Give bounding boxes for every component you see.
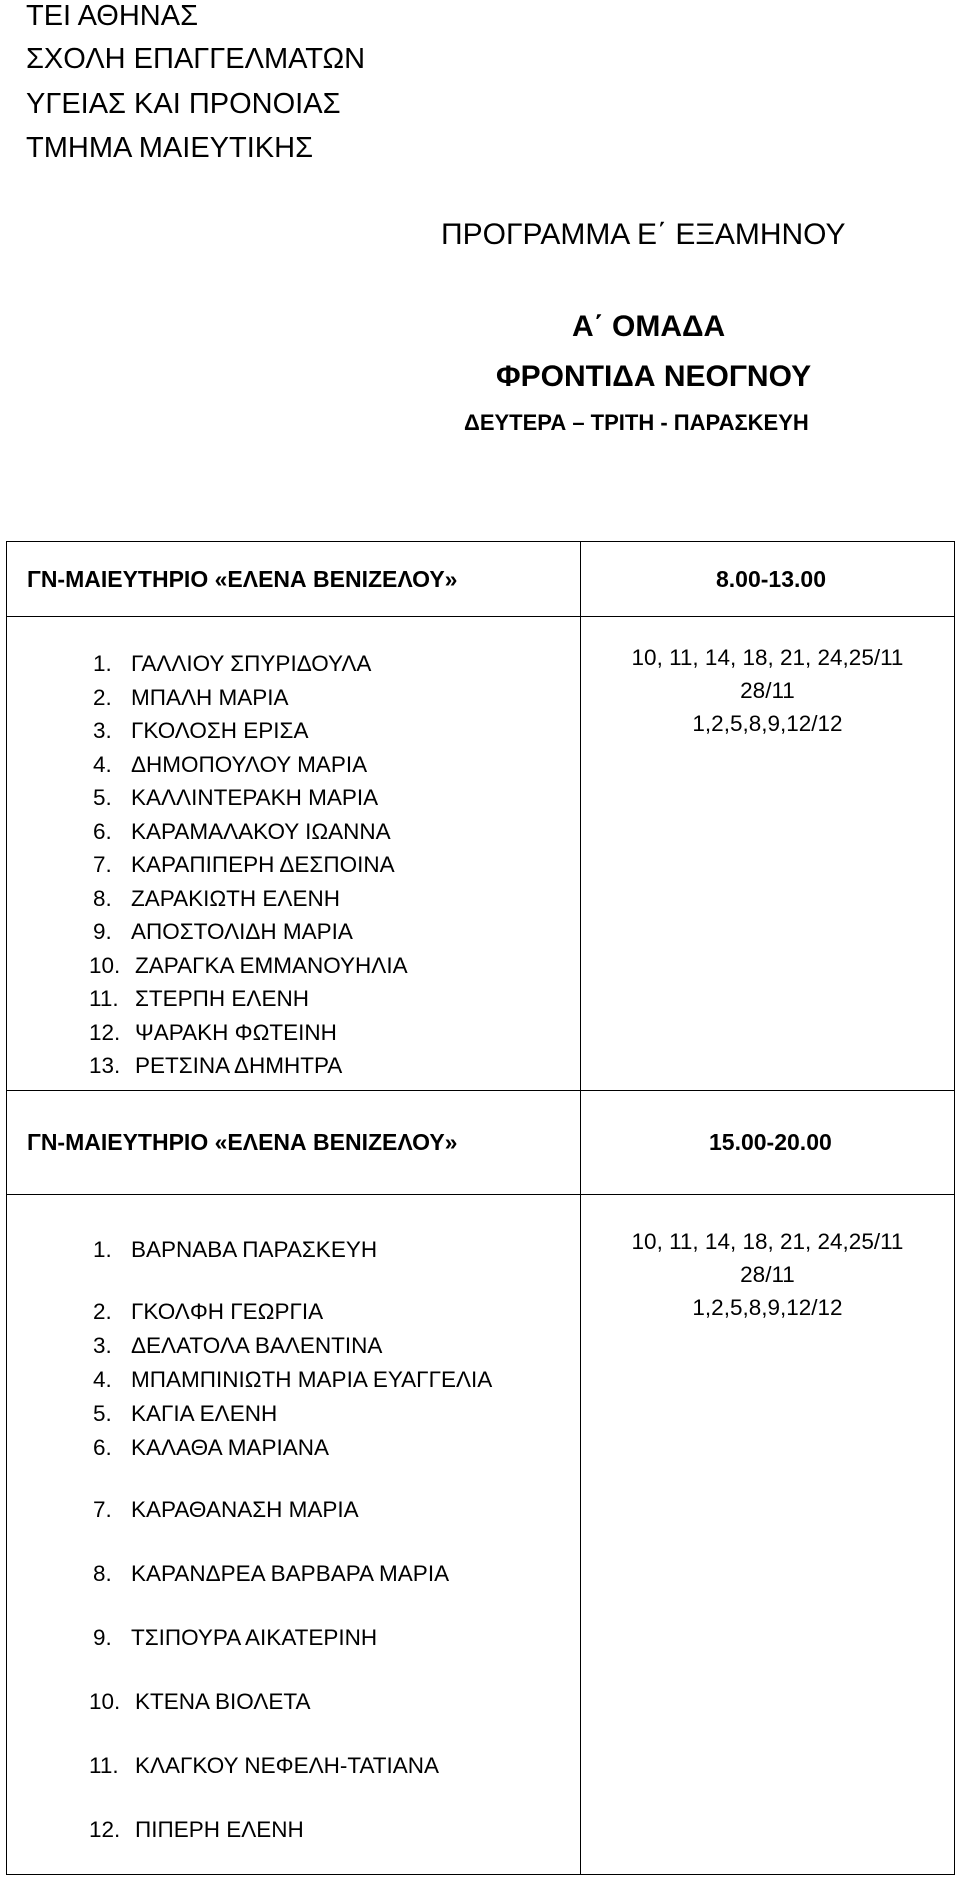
student-item xyxy=(7,949,580,983)
student-number: 4. xyxy=(93,751,112,777)
student-item xyxy=(7,1621,580,1685)
student-name: ΤΣΙΠΟΥΡΑ ΑΙΚΑΤΕΡΙΝΗ xyxy=(131,1625,378,1650)
student-number: 1. xyxy=(93,651,112,676)
student-item xyxy=(7,748,580,782)
student-number: 11. xyxy=(89,986,119,1011)
location-label: ΓΝ-ΜΑΙΕΥΤΗΡΙΟ «ΕΛΕΝΑ ΒΕΝΙΖΕΛΟΥ» xyxy=(27,1129,458,1155)
student-item xyxy=(7,1431,580,1493)
student-item xyxy=(7,882,580,916)
student-item xyxy=(7,1329,580,1363)
student-item xyxy=(7,714,580,748)
student-number: 12. xyxy=(89,1817,121,1842)
student-number: 7. xyxy=(93,1497,112,1522)
location-label: ΓΝ-ΜΑΙΕΥΤΗΡΙΟ «ΕΛΕΝΑ ΒΕΝΙΖΕΛΟΥ» xyxy=(27,565,458,592)
student-item xyxy=(7,1049,580,1083)
course-title: ΦΡΟΝΤΙΔΑ ΝΕΟΓΝΟΥ xyxy=(496,360,812,393)
program-title: ΠΡΟΓΡΑΜΜΑ Ε΄ ΕΞΑΜΗΝΟΥ xyxy=(441,218,846,251)
student-item xyxy=(7,647,580,681)
student-name: ΚΑΡΑΜΑΛΑΚΟΥ ΙΩΑΝΝΑ xyxy=(131,818,391,844)
student-item xyxy=(7,1813,580,1847)
student-name: ΚΑΓΙΑ ΕΛΕΝΗ xyxy=(131,1401,278,1426)
student-number: 9. xyxy=(93,1625,112,1650)
schedule-table-afternoon xyxy=(6,1090,955,1875)
student-number: 5. xyxy=(93,1401,112,1426)
student-number: 2. xyxy=(93,1299,112,1324)
student-item xyxy=(7,915,580,949)
student-item xyxy=(7,1295,580,1329)
student-name: ΓΑΛΛΙΟΥ ΣΠΥΡΙΔΟΥΛΑ xyxy=(131,651,372,676)
student-number: 4. xyxy=(93,1367,112,1392)
student-name: ΔΗΜΟΠΟΥΛΟΥ ΜΑΡΙΑ xyxy=(131,751,368,777)
student-item xyxy=(7,1233,580,1295)
student-name: ΚΛΑΓΚΟΥ ΝΕΦΕΛΗ-ΤΑΤΙΑΝΑ xyxy=(135,1753,440,1778)
time-cell xyxy=(581,542,955,617)
student-name: ΚΑΡΑΘΑΝΑΣΗ ΜΑΡΙΑ xyxy=(131,1497,359,1522)
group-title: Α΄ ΟΜΑΔΑ xyxy=(572,310,726,343)
student-name: ΖΑΡΑΚΙΩΤΗ ΕΛΕΝΗ xyxy=(131,885,340,911)
student-number: 10. xyxy=(89,1689,121,1714)
student-list xyxy=(7,1233,580,1847)
student-number: 3. xyxy=(93,718,112,743)
student-name: ΠΙΠΕΡΗ ΕΛΕΝΗ xyxy=(135,1817,304,1842)
schedule-table-morning xyxy=(6,541,955,1091)
students-cell xyxy=(7,617,581,1091)
student-item xyxy=(7,1397,580,1431)
student-item xyxy=(7,1493,580,1557)
student-name: ΡΕΤΣΙΝΑ ΔΗΜΗΤΡΑ xyxy=(135,1053,343,1078)
student-name: ΚΑΡΑΠΙΠΕΡΗ ΔΕΣΠΟΙΝΑ xyxy=(131,852,395,877)
dates-list xyxy=(581,1195,954,1324)
student-number: 10. xyxy=(89,952,121,978)
location-cell xyxy=(7,1091,581,1195)
student-number: 11. xyxy=(89,1753,119,1778)
student-item xyxy=(7,1685,580,1749)
student-list xyxy=(7,647,580,1083)
time-cell xyxy=(581,1091,955,1195)
student-item xyxy=(7,982,580,1016)
location-cell xyxy=(7,542,581,617)
date-line: 28/11 xyxy=(740,678,795,703)
student-number: 6. xyxy=(93,1435,112,1460)
student-name: ΚΑΛΛΙΝΤΕΡΑΚΗ ΜΑΡΙΑ xyxy=(131,785,379,810)
student-name: ΓΚΟΛΟΣΗ ΕΡΙΣΑ xyxy=(131,718,309,743)
student-number: 3. xyxy=(93,1333,112,1358)
student-name: ΔΕΛΑΤΟΛΑ ΒΑΛΕΝΤΙΝΑ xyxy=(131,1333,383,1358)
school-name: ΣΧΟΛΗ ΕΠΑΓΓΕΛΜΑΤΩΝ xyxy=(26,43,366,75)
student-name: ΒΑΡΝΑΒΑ ΠΑΡΑΣΚΕΥΗ xyxy=(131,1237,378,1262)
school-name-cont: ΥΓΕΙΑΣ ΚΑΙ ΠΡΟΝΟΙΑΣ xyxy=(26,88,341,120)
days-line: ΔΕΥΤΕΡΑ – ΤΡΙΤΗ - ΠΑΡΑΣΚΕΥΗ xyxy=(464,410,809,435)
shift-header-row xyxy=(7,1091,955,1195)
student-item xyxy=(7,1016,580,1050)
date-line: 1,2,5,8,9,12/12 xyxy=(692,711,843,736)
dates-cell xyxy=(581,617,955,1091)
student-item xyxy=(7,1557,580,1621)
student-name: ΖΑΡΑΓΚΑ ΕΜΜΑΝΟΥΗΛΙΑ xyxy=(135,952,408,978)
shift-body-row xyxy=(7,1195,955,1875)
student-item xyxy=(7,681,580,715)
dates-cell xyxy=(581,1195,955,1875)
student-item xyxy=(7,781,580,815)
student-number: 2. xyxy=(93,684,112,710)
shift-body-row xyxy=(7,617,955,1091)
student-item xyxy=(7,815,580,849)
student-name: ΨΑΡΑΚΗ ΦΩΤΕΙΝΗ xyxy=(135,1019,337,1045)
student-number: 13. xyxy=(89,1053,121,1078)
student-number: 7. xyxy=(93,852,112,877)
institution-name: ΤΕΙ ΑΘΗΝΑΣ xyxy=(26,0,199,32)
student-name: ΑΠΟΣΤΟΛΙΔΗ ΜΑΡΙΑ xyxy=(131,919,353,944)
student-number: 8. xyxy=(93,1561,112,1586)
date-line: 10, 11, 14, 18, 21, 24,25/11 xyxy=(631,645,904,670)
dates-list xyxy=(581,617,954,740)
student-name: ΜΠΑΛΗ ΜΑΡΙΑ xyxy=(131,684,289,710)
student-number: 12. xyxy=(89,1019,121,1045)
student-number: 1. xyxy=(93,1237,112,1262)
student-name: ΓΚΟΛΦΗ ΓΕΩΡΓΙΑ xyxy=(131,1299,324,1324)
student-item xyxy=(7,1749,580,1813)
students-cell xyxy=(7,1195,581,1875)
date-line: 10, 11, 14, 18, 21, 24,25/11 xyxy=(631,1229,904,1254)
student-name: ΣΤΕΡΠΗ ΕΛΕΝΗ xyxy=(135,986,309,1011)
date-line: 28/11 xyxy=(740,1262,795,1287)
student-number: 9. xyxy=(93,919,112,944)
time-label: 15.00-20.00 xyxy=(709,1129,832,1155)
student-number: 8. xyxy=(93,885,112,911)
department-name: ΤΜΗΜΑ ΜΑΙΕΥΤΙΚΗΣ xyxy=(26,132,313,164)
student-item xyxy=(7,848,580,882)
date-line: 1,2,5,8,9,12/12 xyxy=(692,1295,843,1320)
student-name: ΚΤΕΝΑ ΒΙΟΛΕΤΑ xyxy=(135,1689,311,1714)
shift-header-row xyxy=(7,542,955,617)
student-number: 6. xyxy=(93,818,112,844)
student-item xyxy=(7,1363,580,1397)
student-name: ΚΑΡΑΝΔΡΕΑ ΒΑΡΒΑΡΑ ΜΑΡΙΑ xyxy=(131,1561,450,1586)
student-name: ΜΠΑΜΠΙΝΙΩΤΗ ΜΑΡΙΑ ΕΥΑΓΓΕΛΙΑ xyxy=(131,1367,493,1392)
student-name: ΚΑΛΑΘΑ ΜΑΡΙΑΝΑ xyxy=(131,1435,329,1460)
student-number: 5. xyxy=(93,785,112,810)
time-label: 8.00-13.00 xyxy=(716,565,826,592)
